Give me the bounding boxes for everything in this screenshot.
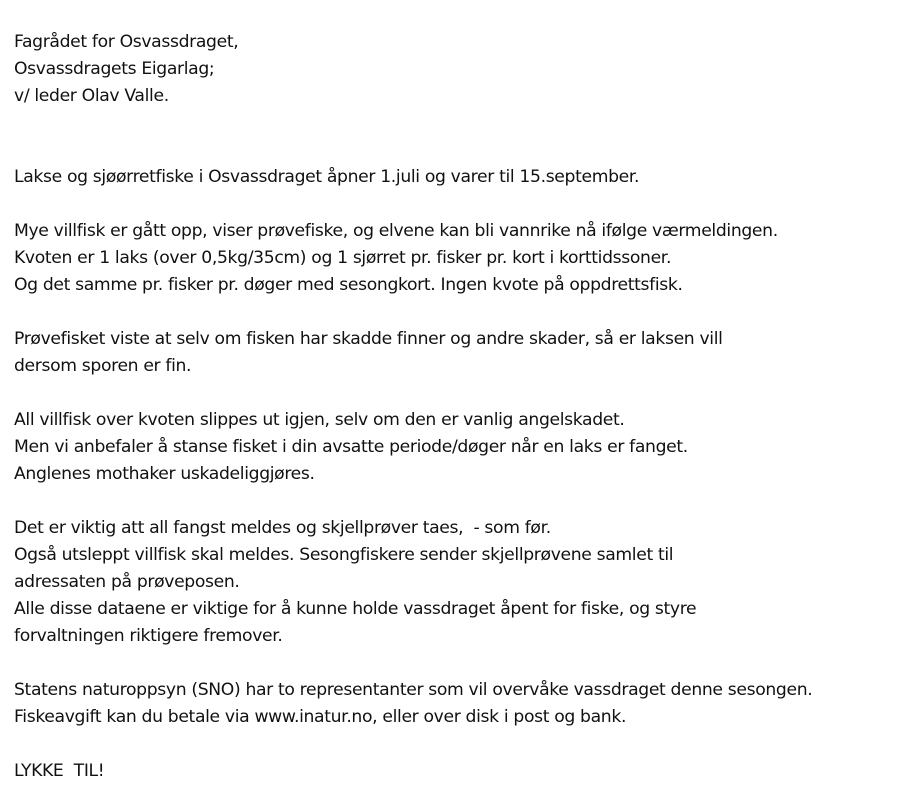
paragraph-line: Alle disse dataene er viktige for å kunne holde vassdraget åpent for fiske, og styre (14, 599, 697, 619)
spacer (14, 650, 894, 677)
paragraph-line: Og det samme pr. fisker pr. døger med sesongkort. Ingen kvote på oppdrettsfisk. (14, 275, 683, 295)
paragraph-line: forvaltningen riktigere fremover. (14, 626, 283, 646)
paragraph-quota (14, 218, 894, 299)
spacer (14, 110, 894, 164)
paragraph-line: Lakse og sjøørretfiske i Osvassdraget åpner 1.juli og varer til 15.september. (14, 167, 640, 187)
spacer (14, 299, 894, 326)
recipient-block (14, 29, 894, 110)
spacer (14, 488, 894, 515)
spacer (14, 380, 894, 407)
paragraph-supervision-and-fees (14, 677, 894, 731)
paragraph-line: All villfisk over kvoten slippes ut igjen, selv om den er vanlig angelskadet. (14, 410, 625, 430)
paragraph-line: dersom sporen er fin. (14, 356, 192, 376)
paragraph-line: Det er viktig att all fangst meldes og skjellprøver taes, - som før. (14, 518, 551, 538)
paragraph-release-rules (14, 407, 894, 488)
paragraph-line: Også utsleppt villfisk skal meldes. Sesongfiskere sender skjellprøvene samlet til (14, 545, 674, 565)
spacer (14, 731, 894, 758)
paragraph-line: Statens naturoppsyn (SNO) har to representanter som vil overvåke vassdraget denne sesongen. (14, 680, 813, 700)
recipient-line: Osvassdragets Eigarlag; (14, 59, 215, 79)
paragraph-catch-reporting (14, 515, 894, 650)
letter-document (14, 29, 894, 785)
closing-greeting (14, 758, 894, 785)
paragraph-test-fishing (14, 326, 894, 380)
paragraph-season-dates (14, 164, 894, 191)
spacer (14, 191, 894, 218)
paragraph-line: adressaten på prøveposen. (14, 572, 240, 592)
recipient-line: v/ leder Olav Valle. (14, 86, 169, 106)
paragraph-line: Prøvefisket viste at selv om fisken har skadde finner og andre skader, så er laksen vill (14, 329, 723, 349)
paragraph-line: Men vi anbefaler å stanse fisket i din avsatte periode/døger når en laks er fanget. (14, 437, 688, 457)
paragraph-line: Mye villfisk er gått opp, viser prøvefiske, og elvene kan bli vannrike nå ifølge værmeldingen. (14, 221, 778, 241)
paragraph-line: Fiskeavgift kan du betale via www.inatur.no, eller over disk i post og bank. (14, 707, 627, 727)
paragraph-line: LYKKE TIL! (14, 761, 105, 781)
paragraph-line: Kvoten er 1 laks (over 0,5kg/35cm) og 1 sjørret pr. fisker pr. kort i korttidssoner. (14, 248, 672, 268)
recipient-line: Fagrådet for Osvassdraget, (14, 32, 239, 52)
paragraph-line: Anglenes mothaker uskadeliggjøres. (14, 464, 315, 484)
